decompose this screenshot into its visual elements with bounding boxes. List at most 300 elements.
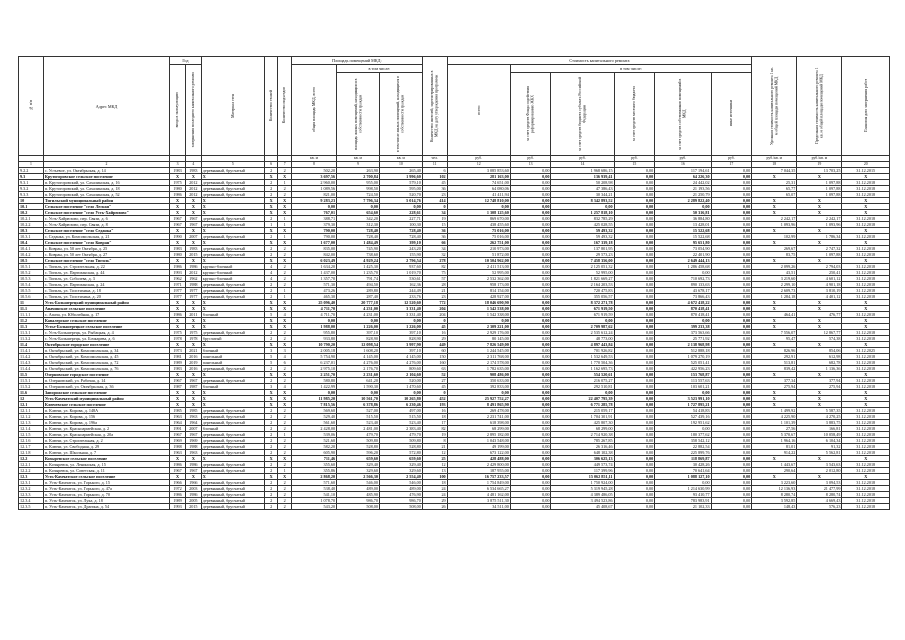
table-cell: п. Усть-Камчатск, ул. Драгина, д. 54 xyxy=(43,504,169,510)
table-cell: 791,74 xyxy=(337,276,380,282)
table-cell: 509,80 xyxy=(337,438,380,444)
table-cell: 0,00 xyxy=(711,384,752,390)
table-cell: брусчатый xyxy=(201,336,264,342)
table-cell: 0,00 xyxy=(614,258,655,264)
table-cell: 1988 xyxy=(185,282,201,288)
table-cell: 12.1.1 xyxy=(19,408,44,414)
table-cell: 0,00 xyxy=(655,390,711,396)
table-cell: 8 372 271,78 xyxy=(551,300,614,306)
table-cell: 4 711,70 xyxy=(291,312,336,318)
table-cell: 3 875 511,30 xyxy=(447,498,510,504)
table-cell: X xyxy=(264,204,278,210)
table-cell: 31.12.2018 xyxy=(842,246,890,252)
table-cell: 0,00 xyxy=(510,324,551,330)
column-number-cell: 11 xyxy=(422,162,447,168)
table-cell: 1986 xyxy=(185,492,201,498)
table-cell: 1 136,36 xyxy=(797,366,842,372)
table-cell: X xyxy=(264,372,278,378)
table-cell: 528,80 xyxy=(379,444,422,450)
table-cell: 1967 xyxy=(170,378,186,384)
table-cell: 0,00 xyxy=(614,354,655,360)
table-cell: 31.12.2018 xyxy=(842,294,890,300)
table-cell: 2 xyxy=(264,450,278,456)
table-cell: X xyxy=(752,390,797,396)
table-cell: 306 625,13 xyxy=(551,456,614,462)
table-cell: 1 308 125,60 xyxy=(447,210,510,216)
table-cell: 12 867,77 xyxy=(797,330,842,336)
table-cell: X xyxy=(752,372,797,378)
table-cell: 2 xyxy=(278,504,292,510)
column-number-cell: 18 xyxy=(752,162,797,168)
table-cell: п. Озерновский, ул. Октябрьская, д. 36 xyxy=(43,384,169,390)
table-cell: 11.5.2 xyxy=(19,384,44,390)
table-cell: 0,00 xyxy=(510,288,551,294)
table-cell: 25 927 752,27 xyxy=(447,396,510,402)
table-cell: 449 xyxy=(422,342,447,348)
table-cell: X xyxy=(185,396,201,402)
table-cell: X xyxy=(752,306,797,312)
table-cell: X xyxy=(842,456,890,462)
table-cell: 2 xyxy=(264,462,278,468)
table-cell: блочный xyxy=(201,312,264,318)
table-cell: 671 919,50 xyxy=(551,306,614,312)
table-cell: X xyxy=(201,390,264,396)
table-cell: 2005 xyxy=(185,498,201,504)
table-cell: 275,94 xyxy=(797,384,842,390)
table-cell: деревянный, брусчатый xyxy=(201,504,264,510)
table-cell: X xyxy=(201,258,264,264)
table-cell: 1 214 630,99 xyxy=(655,486,711,492)
table-cell: 0 xyxy=(422,204,447,210)
table-cell: 2 309 221,00 xyxy=(447,324,510,330)
table-cell: 465,30 xyxy=(291,294,336,300)
table-cell: деревянный, брусчатый xyxy=(201,468,264,474)
table-cell: 998,50 xyxy=(337,186,380,192)
table-cell: 0,00 xyxy=(711,300,752,306)
table-cell: 2021 xyxy=(185,348,201,354)
table-cell: 0,00 xyxy=(711,252,752,258)
table-cell: 986,70 xyxy=(337,498,380,504)
table-cell: 2 xyxy=(264,414,278,420)
table-cell: 31.12.2018 xyxy=(842,468,890,474)
table-cell: деревянный, брусчатый xyxy=(201,366,264,372)
table-cell: 527 439,16 xyxy=(655,414,711,420)
table-cell: 1 782 635,00 xyxy=(447,366,510,372)
table-cell: 1990 xyxy=(170,234,186,240)
table-cell: 1983 xyxy=(170,168,186,174)
table-cell: 1962 xyxy=(170,276,186,282)
table-cell: 397,10 xyxy=(379,348,422,354)
table-cell: 11.3.1 xyxy=(19,330,44,336)
table-cell: 0,00 xyxy=(711,282,752,288)
table-cell: 7 815,56 xyxy=(291,402,336,408)
table-cell: 1 257 818,10 xyxy=(551,210,614,216)
table-cell: 204 xyxy=(422,312,447,318)
table-cell: 26 xyxy=(422,504,447,510)
table-cell: 0,00 xyxy=(711,186,752,192)
table-cell: X xyxy=(278,300,292,306)
table-cell: деревянный, брусчатый xyxy=(201,408,264,414)
table-cell: 2 xyxy=(278,366,292,372)
unit-cell: руб./кв. м xyxy=(797,156,842,162)
table-cell: 31.12.2018 xyxy=(842,222,890,228)
table-cell: 1991 xyxy=(170,426,186,432)
table-cell: деревянный, брусчатый xyxy=(201,444,264,450)
table-cell: 0,00 xyxy=(614,438,655,444)
table-cell: 31.12.2018 xyxy=(842,252,890,258)
table-cell: 3 543,63 xyxy=(797,462,842,468)
table-cell: X xyxy=(842,324,890,330)
table-cell: 3 697,56 xyxy=(291,174,336,180)
table-cell: 2 xyxy=(278,498,292,504)
table-cell: деревянный, брусчатый xyxy=(201,234,264,240)
table-cell: 31.12.2018 xyxy=(842,366,890,372)
table-cell: 2 xyxy=(278,408,292,414)
table-cell: 0,00 xyxy=(510,216,551,222)
table-cell: X xyxy=(752,324,797,330)
table-cell: X xyxy=(185,228,201,234)
table-cell: 1 499,92 xyxy=(752,408,797,414)
table-cell: 3 494 523,86 xyxy=(551,498,614,504)
table-cell: 648 102,38 xyxy=(551,450,614,456)
table-cell: 20 777,18 xyxy=(337,300,380,306)
table-cell: 0,00 xyxy=(614,186,655,192)
table-cell: X xyxy=(185,258,201,264)
table-cell: 0,00 xyxy=(447,318,510,324)
table-cell: 12.3.5 xyxy=(19,504,44,510)
table-cell: 2 566,30 xyxy=(337,474,380,480)
table-cell: 0,00 xyxy=(711,468,752,474)
table-cell: деревянный, брусчатый xyxy=(201,438,264,444)
table-cell: 2 xyxy=(278,282,292,288)
table-cell: 3 883,75 xyxy=(797,420,842,426)
table-cell: X xyxy=(201,210,264,216)
table-cell: 2 xyxy=(264,252,278,258)
table-cell: 1986 xyxy=(170,492,186,498)
table-cell: 2 xyxy=(264,282,278,288)
table-cell: 278 xyxy=(422,258,447,264)
table-cell: 2 xyxy=(278,270,292,276)
table-cell: 0,00 xyxy=(510,192,551,198)
table-cell: 137 801,95 xyxy=(551,246,614,252)
table-cell: 100,30 xyxy=(379,222,422,228)
table-cell: 1987 xyxy=(170,384,186,390)
table-cell: 809,60 xyxy=(379,366,422,372)
table-cell: 1 754 849,00 xyxy=(447,480,510,486)
unit-cell: руб./кв. м xyxy=(752,156,797,162)
table-cell: X xyxy=(170,228,186,234)
table-cell: 10.2.2 xyxy=(19,222,44,228)
table-cell: 2 xyxy=(264,408,278,414)
table-cell: 2 xyxy=(264,480,278,486)
table-cell: 1 xyxy=(278,180,292,186)
table-cell: 0,00 xyxy=(379,204,422,210)
table-cell: 1978 xyxy=(185,336,201,342)
table-cell: 449 573,74 xyxy=(551,462,614,468)
table-cell: 68 299,00 xyxy=(447,426,510,432)
table-cell: X xyxy=(201,228,264,234)
table-cell: 0,00 xyxy=(711,402,752,408)
table-cell: 73 054,90 xyxy=(655,246,711,252)
table-cell: 4 xyxy=(278,354,292,360)
table-cell: 100 xyxy=(422,474,447,480)
table-cell: 329,40 xyxy=(337,462,380,468)
table-cell: 269 478,00 xyxy=(447,408,510,414)
table-cell: 0,00 xyxy=(614,210,655,216)
table-cell: 64 080,06 xyxy=(447,186,510,192)
table-cell: 2 xyxy=(278,264,292,270)
table-cell: 2 242,17 xyxy=(797,216,842,222)
table-cell: 821,00 xyxy=(291,192,336,198)
table-cell: 22 407 795,39 xyxy=(551,396,614,402)
table-cell: деревянный, брусчатый xyxy=(201,288,264,294)
table-cell: 192 951,62 xyxy=(655,420,711,426)
table-cell: 605,90 xyxy=(291,450,336,456)
table-cell: 31.12.2018 xyxy=(842,462,890,468)
table-cell: 933,80 xyxy=(291,336,336,342)
table-cell: Октябрьское городское поселение xyxy=(43,342,169,348)
column-number-cell: 13 xyxy=(510,162,551,168)
table-cell: 659,60 xyxy=(337,456,380,462)
table-cell: 1 097,88 xyxy=(797,186,842,192)
table-cell: 0,00 xyxy=(379,390,422,396)
table-cell: 11.4 xyxy=(19,342,44,348)
table-cell: 1 235,70 xyxy=(337,270,380,276)
table-cell: 538,40 xyxy=(291,486,336,492)
table-cell: 479,70 xyxy=(337,432,380,438)
table-cell: 671 919,59 xyxy=(551,312,614,318)
table-cell: 1 704 301,91 xyxy=(551,414,614,420)
table-cell: 0,00 xyxy=(711,294,752,300)
table-cell: 1 226,00 xyxy=(337,324,380,330)
table-cell: 0,00 xyxy=(614,396,655,402)
table-cell: 539,06 xyxy=(291,432,336,438)
unit-cell: кв. м xyxy=(291,156,336,162)
table-cell: 0,00 xyxy=(551,204,614,210)
table-cell: 287,40 xyxy=(337,294,380,300)
table-cell: 0,00 xyxy=(614,492,655,498)
table-cell: 2 xyxy=(264,294,278,300)
table-cell: 2 929 176,00 xyxy=(447,330,510,336)
table-cell: 0,00 xyxy=(510,198,551,204)
table-cell: 250,41 xyxy=(797,270,842,276)
table-cell: 11.4.2 xyxy=(19,354,44,360)
table-cell: деревянный, брусчатый xyxy=(201,186,264,192)
table-cell: 12.2 xyxy=(19,456,44,462)
table-cell: 10.2 xyxy=(19,210,44,216)
table-cell: 0,00 xyxy=(510,480,551,486)
table-cell: 0,00 xyxy=(510,252,551,258)
table-cell: 1 286 458,68 xyxy=(655,264,711,270)
column-number-cell: 7 xyxy=(278,162,292,168)
table-cell: X xyxy=(278,228,292,234)
table-cell: деревянный, брусчатый xyxy=(201,480,264,486)
table-cell: 1983 xyxy=(185,246,201,252)
table-cell: 31.12.2018 xyxy=(842,408,890,414)
table-cell: 0,00 xyxy=(711,180,752,186)
table-cell: X xyxy=(201,198,264,204)
table-cell: 23 xyxy=(422,294,447,300)
table-cell: 2019 xyxy=(185,360,201,366)
table-cell: 869 670,00 xyxy=(447,216,510,222)
table-cell: 4 270,25 xyxy=(797,414,842,420)
table-cell: X xyxy=(170,204,186,210)
table-cell: 18 xyxy=(422,480,447,486)
table-cell: 2 975,10 xyxy=(291,366,336,372)
table-cell: 12 xyxy=(19,396,44,402)
table-cell: 0,00 xyxy=(510,240,551,246)
column-number-cell: 2 xyxy=(43,162,169,168)
table-cell: 51 872,00 xyxy=(447,252,510,258)
table-cell: 2 005,18 xyxy=(291,348,336,354)
table-cell: 2 231,60 xyxy=(337,372,380,378)
table-cell: 5 754,90 xyxy=(291,354,336,360)
table-cell: панельный xyxy=(201,354,264,360)
table-cell: 728,40 xyxy=(337,234,380,240)
table-cell: 541,10 xyxy=(291,492,336,498)
table-cell: 0,00 xyxy=(614,420,655,426)
table-cell: 546,00 xyxy=(379,480,422,486)
table-cell: деревянный, брусчатый xyxy=(201,294,264,300)
table-cell: 399 233,38 xyxy=(655,324,711,330)
table-cell: 379,30 xyxy=(291,222,336,228)
column-number-cell: 3 xyxy=(170,162,186,168)
table-cell: 13 703,25 xyxy=(797,168,842,174)
table-cell: 711,46 xyxy=(291,456,336,462)
table-cell: 36 xyxy=(422,186,447,192)
table-cell: 2 xyxy=(278,444,292,450)
table-cell: 2 xyxy=(264,336,278,342)
table-cell: 1977 xyxy=(170,288,186,294)
table-cell: п. Козыревск, ул. Ленинская, д. 15 xyxy=(43,462,169,468)
table-cell: 0,00 xyxy=(711,240,752,246)
table-cell: 1963 xyxy=(185,414,201,420)
table-cell: 2 xyxy=(264,180,278,186)
table-cell: 17 xyxy=(422,420,447,426)
table-cell: 2012 xyxy=(185,180,201,186)
table-cell: деревянный, брусчатый xyxy=(201,180,264,186)
table-cell: 11 985,20 xyxy=(291,396,336,402)
table-cell: 0,00 xyxy=(510,264,551,270)
table-cell: 16 xyxy=(422,408,447,414)
column-number-cell: 9 xyxy=(337,162,380,168)
table-cell: 4 231,00 xyxy=(337,312,380,318)
table-cell: 0,00 xyxy=(614,408,655,414)
table-cell: 6 xyxy=(422,168,447,174)
table-cell: 25 xyxy=(422,456,447,462)
table-cell: 0,00 xyxy=(614,234,655,240)
table-cell: X xyxy=(278,474,292,480)
table-cell: X xyxy=(264,210,278,216)
table-cell: 2 xyxy=(278,336,292,342)
table-cell: X xyxy=(170,300,186,306)
table-cell: 0,00 xyxy=(614,432,655,438)
table-cell: 0,00 xyxy=(447,204,510,210)
table-cell: X xyxy=(264,396,278,402)
table-cell: 0,00 xyxy=(510,276,551,282)
table-cell: X xyxy=(185,198,201,204)
table-cell: 0,00 xyxy=(510,504,551,510)
table-cell: 162,36 xyxy=(379,282,422,288)
table-cell: 31.12.2018 xyxy=(842,330,890,336)
table-cell: 414 xyxy=(422,198,447,204)
table-cell: 5 562,81 xyxy=(797,450,842,456)
col-header-area-residential: площадь жилых помещений, находящихся в собственности граждан xyxy=(337,73,380,156)
table-cell: X xyxy=(278,372,292,378)
table-cell: 210 973,00 xyxy=(447,246,510,252)
table-cell: 10.3.1 xyxy=(19,234,44,240)
table-cell: 1 088 127,10 xyxy=(655,474,711,480)
table-cell: 1 078,70 xyxy=(291,498,336,504)
table-cell: 2 535 612,24 xyxy=(551,330,614,336)
table-cell: 0,00 xyxy=(711,192,752,198)
table-cell: 546,00 xyxy=(337,480,380,486)
table-cell: 21 xyxy=(422,288,447,294)
table-cell: 428 488,00 xyxy=(447,456,510,462)
table-cell: п. Усть-Камчатск, ул. Горького, д. 70 xyxy=(43,492,169,498)
table-cell: X xyxy=(185,300,201,306)
table-cell: 275,94 xyxy=(752,384,797,390)
table-cell: 428 927,00 xyxy=(447,294,510,300)
table-cell: 0,00 xyxy=(291,204,336,210)
table-cell: 0,00 xyxy=(711,210,752,216)
table-cell: 1 443,67 xyxy=(752,462,797,468)
table-cell: 0,00 xyxy=(510,318,551,324)
column-number-cell: 15 xyxy=(614,162,655,168)
table-cell: 4 897 443,84 xyxy=(551,342,614,348)
table-cell: п. Усть-Камчатск, ул. Горького, д. 15 xyxy=(43,480,169,486)
table-cell: X xyxy=(278,174,292,180)
col-header-deadline: Плановая дата завершения работ xyxy=(842,57,890,156)
table-cell: 0,00 xyxy=(711,222,752,228)
table-cell: X xyxy=(278,210,292,216)
table-cell: 3 331,40 xyxy=(379,306,422,312)
col-header-address: Адрес МКД xyxy=(43,57,169,156)
table-cell: Устье-Большерецкое сельское поселение xyxy=(43,324,169,330)
table-cell: X xyxy=(797,204,842,210)
table-cell: 397,10 xyxy=(337,330,380,336)
table-cell: 0,00 xyxy=(510,402,551,408)
table-cell: X xyxy=(185,324,201,330)
table-cell: с. Усть-Большерецк, ул. Рыбацкая, д. 4 xyxy=(43,330,169,336)
table-cell: 0,00 xyxy=(711,498,752,504)
table-cell: п. Усть-Камчатск, ул. Лука, д. 18 xyxy=(43,498,169,504)
table-cell: 1 590,30 xyxy=(337,384,380,390)
table-cell: 1 821 669,27 xyxy=(551,276,614,282)
table-cell: 292 510,81 xyxy=(551,384,614,390)
table-cell: 113 557,63 xyxy=(655,378,711,384)
table-cell: 425 807,30 xyxy=(551,420,614,426)
table-cell: п. Ключи, ул. Красноармейская, д. 2 xyxy=(43,426,169,432)
table-cell: 0,00 xyxy=(510,180,551,186)
table-cell: 2 xyxy=(278,246,292,252)
table-cell: 31.12.2018 xyxy=(842,336,890,342)
table-cell: 814 154,00 xyxy=(447,288,510,294)
table-cell: 29 xyxy=(422,336,447,342)
table-cell: X xyxy=(842,372,890,378)
table-row xyxy=(19,504,890,510)
table-cell: 52 995,00 xyxy=(551,270,614,276)
table-cell: 512 888,18 xyxy=(655,348,711,354)
col-header-floors: Количество этажей xyxy=(264,57,278,156)
table-cell: X xyxy=(264,456,278,462)
col-header-cost-other: иные источники xyxy=(711,73,752,156)
table-cell: 0,00 xyxy=(711,438,752,444)
table-cell: 136 939,41 xyxy=(551,174,614,180)
table-cell: 1967 xyxy=(170,222,186,228)
table-cell: 1977 xyxy=(185,294,201,300)
table-cell: Запорожское сельское поселение xyxy=(43,390,169,396)
